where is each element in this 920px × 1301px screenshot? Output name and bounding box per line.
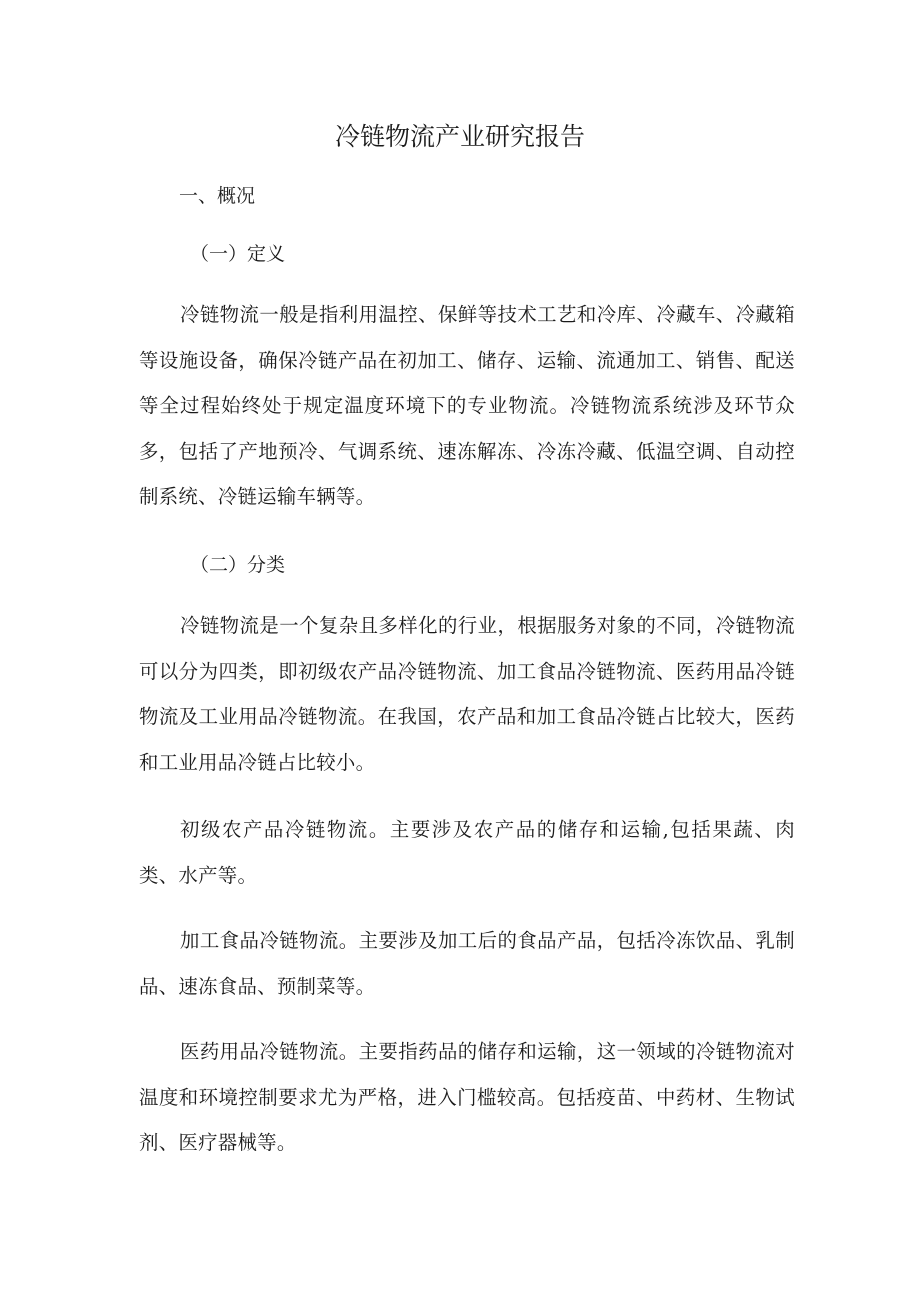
paragraph-medical-cold-chain: 医药用品冷链物流。主要指药品的储存和运输，这一领域的冷链物流对温度和环境控制要求尤为严格，进入门槛较高。包括疫苗、中药材、生物试剂、医疗器械等。 [139, 1040, 795, 1154]
subsection-heading-definition: （一）定义 [190, 243, 286, 265]
section-heading-overview: 一、概况 [179, 185, 256, 207]
subsection-heading-classification: （二）分类 [190, 554, 286, 576]
document-title: 冷链物流产业研究报告 [334, 122, 585, 151]
paragraph-definition: 冷链物流一般是指利用温控、保鲜等技术工艺和冷库、冷藏车、冷藏箱等设施设备，确保冷链产品在初加工、储存、运输、流通加工、销售、配送等全过程始终处于规定温度环境下的专业物流。冷链物流系统涉及环节众多，包括了产地预冷、气调系统、速冻解冻、冷冻冷藏、低温空调、自动控制系统、冷链运输车辆等。 [139, 303, 795, 508]
paragraph-agricultural-cold-chain: 初级农产品冷链物流。主要涉及农产品的储存和运输,包括果蔬、肉类、水产等。 [139, 818, 795, 887]
paragraph-classification-intro: 冷链物流是一个复杂且多样化的行业，根据服务对象的不同，冷链物流可以分为四类，即初级农产品冷链物流、加工食品冷链物流、医药用品冷链物流及工业用品冷链物流。在我国，农产品和加工食品冷链占比较大，医药和工业用品冷链占比较小。 [139, 614, 795, 774]
paragraph-processed-food-cold-chain: 加工食品冷链物流。主要涉及加工后的食品产品，包括冷冻饮品、乳制品、速冻食品、预制菜等。 [139, 929, 795, 998]
